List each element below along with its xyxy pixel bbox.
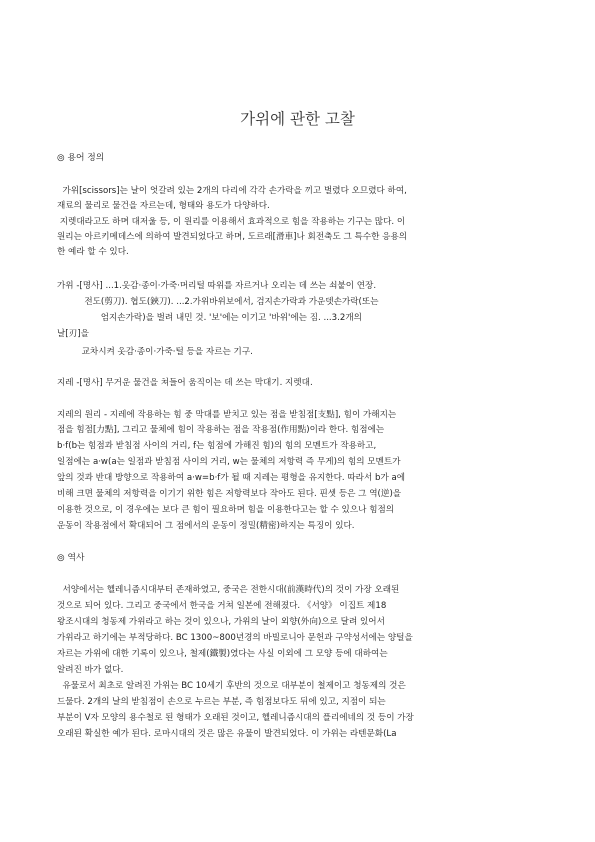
history-line: 유물로서 최초로 알려진 가위는 BC 10세기 후반의 것으로 대부분이 철제이고 청동제의 것은 xyxy=(57,681,406,691)
lever-principle-line: 비해 크면 물체의 저항력을 이기기 위한 힘은 저항력보다 작아도 된다. 핀셋 등은 그 역(逆)을 xyxy=(57,489,402,499)
history-line: 가위라고 하기에는 부적당하다. BC 1300~800년경의 바빌로니아 문헌과 구약성서에는 양털을 xyxy=(57,633,413,643)
lever-principle-line: 앞의 것과 반대 방향으로 작용하여 a·w=b·f가 될 때 지레는 평형을 유지한다. 따라서 b가 a에 xyxy=(57,473,406,483)
section-heading-definition: ◎ 용어 정의 xyxy=(57,153,105,163)
definition-line: 재료의 물리로 물건을 자르는데, 형태와 용도가 다양하다. xyxy=(57,201,270,211)
history-line: 것으로 되어 있다. 그리고 중국에서 한국을 거쳐 일본에 전해졌다. 《서양》 이집트 제18 xyxy=(57,601,387,611)
dictionary-entry-jire: 지레 -[명사] 무거운 물건을 쳐들어 움직이는 데 쓰는 막대기. 지렛대. xyxy=(57,378,313,388)
lever-principle-line: 지레의 원리 - 지레에 작용하는 힘 중 막대를 받치고 있는 점을 받침점[支點], 힘이 가해지는 xyxy=(57,410,397,420)
dictionary-entry-gawi: 날[刃]을 xyxy=(57,329,89,339)
definition-line: 원리는 아르키메데스에 의하여 발견되었다고 하며, 도르래[滑車]나 회전축도 그 특수한 응용의 xyxy=(57,232,408,242)
history-line: 왕조시대의 청동제 가위라고 하는 것이 있으나, 가위의 날이 외향(外向)으로 달려 있어서 xyxy=(57,617,385,627)
dictionary-entry-gawi: 엄지손가락)을 벌려 내민 것. '보'에는 이기고 '바위'에는 짐. ...3.2개의 xyxy=(57,313,362,323)
section-heading-history: ◎ 역사 xyxy=(57,553,85,563)
history-line: 부분이 V자 모양의 용수철로 된 형태가 오래된 것이고, 헬레니즘시대의 플리에네의 것 등이 가장 xyxy=(57,713,414,723)
definition-line: 지렛대라고도 하며 대저울 등, 이 원리를 이용해서 효과적으로 힘을 작용하는 기구는 많다. 이 xyxy=(57,217,406,227)
dictionary-entry-gawi: 교차시켜 옷감·종이·가죽·털 등을 자르는 기구. xyxy=(57,347,253,357)
definition-line: 한 예라 할 수 있다. xyxy=(57,247,129,257)
document-title: 가위에 관한 고찰 xyxy=(240,110,355,128)
lever-principle-line: 이용한 것으로, 이 경우에는 보다 큰 힘이 필요하며 힘을 이용한다고는 할 수 있으나 힘점의 xyxy=(57,505,395,515)
history-line: 드물다. 2개의 날의 받침점이 손으로 누르는 부분, 즉 힘점보다도 뒤에 있고, 지점이 되는 xyxy=(57,697,386,707)
history-line: 자르는 가위에 대한 기록이 있으나, 철제(鐵製)였다는 사실 이외에 그 모양 등에 대하여는 xyxy=(57,649,388,659)
lever-principle-line: b·f(b는 힘점과 받침점 사이의 거리, f는 힘점에 가해진 힘)의 힘의 모멘트가 작용하고, xyxy=(57,441,377,451)
dictionary-entry-gawi: 가위 -[명사] ...1.옷감·종이·가죽·머리털 따위를 자르거나 오리는 데 쓰는 쇠붙이 연장. xyxy=(57,281,377,291)
lever-principle-line: 점을 힘점[力點], 그리고 물체에 힘이 작용하는 점을 작용점(作用點)이라 한다. 힘점에는 xyxy=(57,425,385,435)
lever-principle-line: 일점에는 a·w(a는 일점과 받침점 사이의 거리, w는 물체의 저항력 즉 무게)의 힘의 모멘트가 xyxy=(57,457,401,467)
history-line: 오래된 확실한 예가 된다. 로마시대의 것은 많은 유물이 발견되었다. 이 가위는 라텐문화(La xyxy=(57,729,397,739)
dictionary-entry-gawi: 전도(剪刀). 협도(鋏刀). ...2.가위바위보에서, 검지손가락과 가운뎃손가락(또는 xyxy=(57,297,379,307)
history-line: 서양에서는 헬레니즘시대부터 존재하였고, 중국은 전한시대(前漢時代)의 것이 가장 오래된 xyxy=(57,585,400,595)
history-line: 알려진 바가 없다. xyxy=(57,665,124,675)
lever-principle-line: 운동이 작용점에서 확대되어 그 점에서의 운동이 정밀(精密)하지는 특징이 있다. xyxy=(57,521,355,531)
definition-line: 가위[scissors]는 날이 엇갈려 있는 2개의 다리에 각각 손가락을 끼고 벌렸다 오므렸다 하여, xyxy=(57,186,407,196)
